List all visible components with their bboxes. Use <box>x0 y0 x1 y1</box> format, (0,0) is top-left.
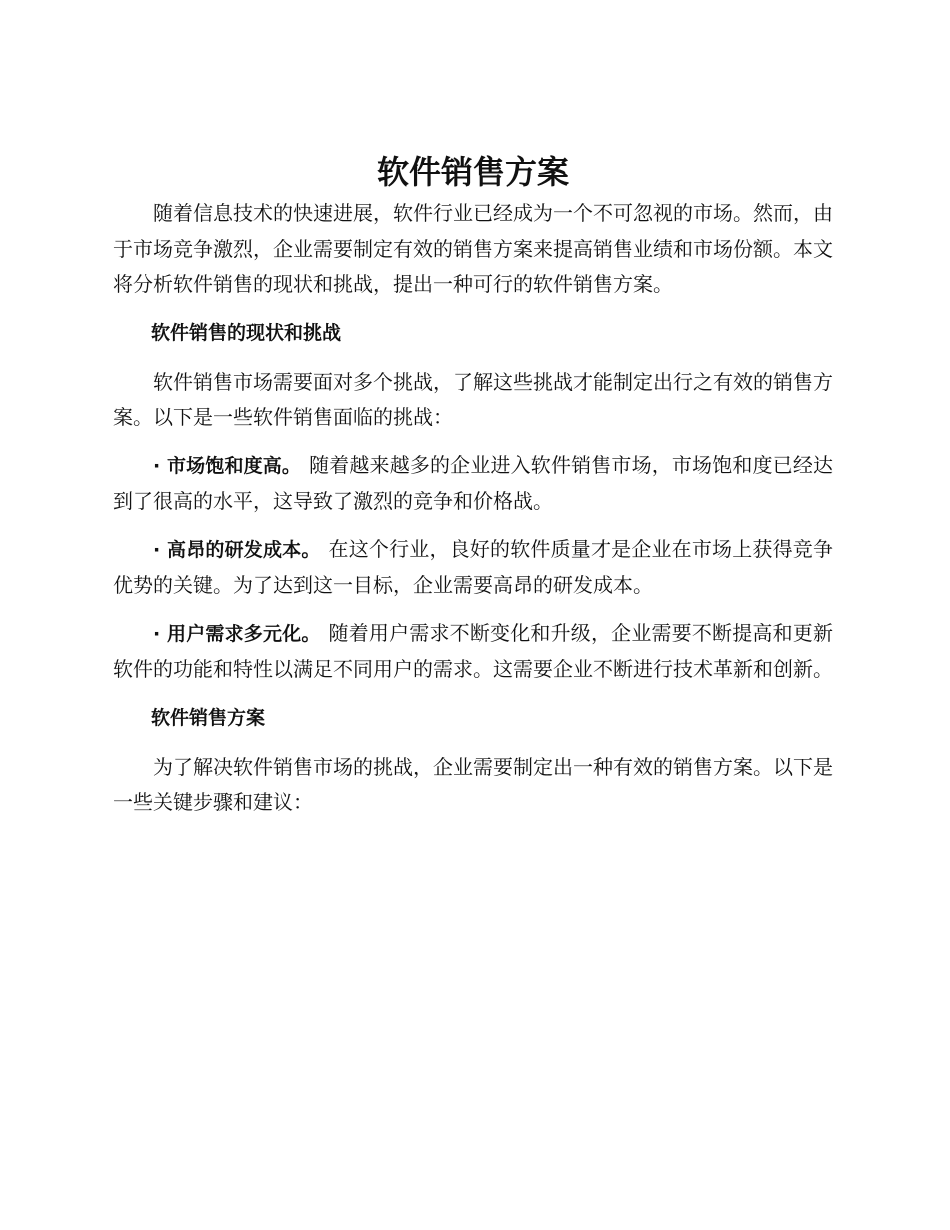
section-heading-challenges: 软件销售的现状和挑战 <box>151 321 342 344</box>
bullet-lead: · 高昂的研发成本。 <box>153 538 321 561</box>
intro-paragraph: 随着信息技术的快速进展，软件行业已经成为一个不可忽视的市场。然而，由于市场竞争激烈，企业需要制定有效的销售方案来提高销售业绩和市场份额。本文将分析软件销售的现状和挑战，提出一种可行的软件销售方案。 <box>113 201 833 296</box>
section-heading-plan: 软件销售方案 <box>151 706 266 729</box>
plan-paragraph: 为了解决软件销售市场的挑战，企业需要制定出一种有效的销售方案。以下是一些关键步骤和建议： <box>113 754 833 814</box>
bullet-lead: · 市场饱和度高。 <box>153 454 302 477</box>
bullet-item-rd-cost <box>113 532 833 604</box>
document-body <box>113 150 833 833</box>
document-title: 软件销售方案 <box>376 153 569 191</box>
bullet-item-market-saturation <box>113 448 833 520</box>
bullet-item-user-needs <box>113 616 833 688</box>
challenges-paragraph: 软件销售市场需要面对多个挑战，了解这些挑战才能制定出行之有效的销售方案。以下是一些软件销售面临的挑战： <box>113 369 833 429</box>
bullet-text: 在这个行业，良好的软件质量才是企业在市场上获得竞争优势的关键。为了达到这一目标，企业需要高昂的研发成本。 <box>113 536 833 597</box>
bullet-text: 随着越来越多的企业进入软件销售市场，市场饱和度已经达到了很高的水平，这导致了激烈的竞争和价格战。 <box>113 452 833 513</box>
bullet-lead: · 用户需求多元化。 <box>153 622 321 645</box>
bullet-text: 随着用户需求不断变化和升级，企业需要不断提高和更新软件的功能和特性以满足不同用户的需求。这需要企业不断进行技术革新和创新。 <box>113 620 833 681</box>
